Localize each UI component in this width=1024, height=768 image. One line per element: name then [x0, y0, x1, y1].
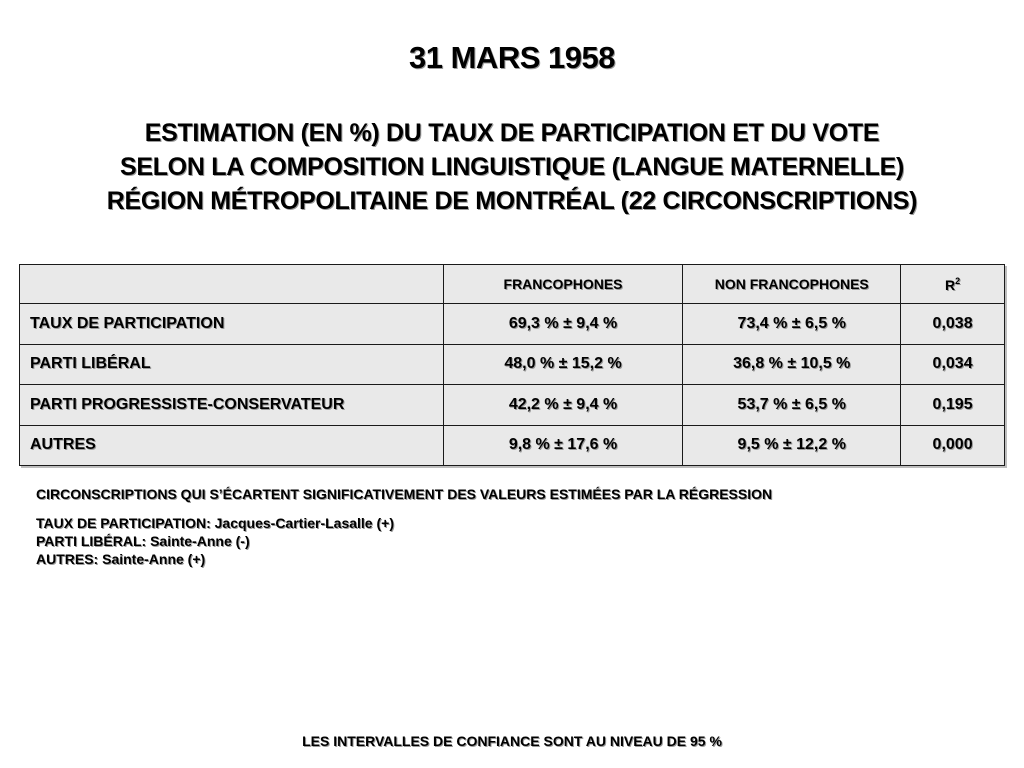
page-date: 31 MARS 1958 [409, 40, 615, 75]
notes-heading: CIRCONSCRIPTIONS QUI S’ÉCARTENT SIGNIFICATIVEMENT DES VALEURS ESTIMÉES PAR LA RÉGRESSION [36, 486, 773, 502]
title-line-3: RÉGION MÉTROPOLITAINE DE MONTRÉAL (22 CIRCONSCRIPTIONS) [106, 187, 918, 215]
cell-r2: 0,195 [901, 385, 1005, 425]
cell-r2: 0,038 [901, 304, 1005, 344]
header-non-francophones: NON FRANCOPHONES [683, 265, 901, 304]
row-label: TAUX DE PARTICIPATION [20, 304, 444, 344]
cell-francophones: 9,8 % ± 17,6 % [443, 425, 683, 465]
cell-non-francophones: 36,8 % ± 10,5 % [683, 344, 901, 384]
note-line: TAUX DE PARTICIPATION: Jacques-Cartier-Lasalle (+) [36, 515, 394, 531]
title-line-2: SELON LA COMPOSITION LINGUISTIQUE (LANGUE MATERNELLE) [119, 153, 905, 181]
cell-francophones: 69,3 % ± 9,4 % [443, 304, 683, 344]
cell-francophones: 42,2 % ± 9,4 % [443, 385, 683, 425]
row-label: AUTRES [20, 425, 444, 465]
cell-non-francophones: 73,4 % ± 6,5 % [683, 304, 901, 344]
header-francophones: FRANCOPHONES [443, 265, 683, 304]
note-line: PARTI LIBÉRAL: Sainte-Anne (-) [36, 533, 250, 549]
header-empty [20, 265, 444, 304]
header-r2-base: R [945, 276, 956, 293]
table-row [20, 385, 1005, 425]
notes-section [36, 486, 772, 568]
header-r2-exponent: 2 [955, 275, 961, 286]
row-label: PARTI PROGRESSISTE-CONSERVATEUR [20, 385, 444, 425]
table-row [20, 425, 1005, 465]
title-line-1: ESTIMATION (EN %) DU TAUX DE PARTICIPATION ET DU VOTE [144, 119, 880, 147]
table-header-row [20, 265, 1005, 304]
table-row [20, 304, 1005, 344]
note-line: AUTRES: Sainte-Anne (+) [36, 551, 206, 567]
header-r2 [901, 265, 1005, 304]
page-title [0, 116, 1024, 218]
cell-non-francophones: 53,7 % ± 6,5 % [683, 385, 901, 425]
footer-note: LES INTERVALLES DE CONFIANCE SONT AU NIVEAU DE 95 % [302, 733, 722, 749]
row-label: PARTI LIBÉRAL [20, 344, 444, 384]
table-row [20, 344, 1005, 384]
cell-r2: 0,000 [901, 425, 1005, 465]
cell-r2: 0,034 [901, 344, 1005, 384]
cell-francophones: 48,0 % ± 15,2 % [443, 344, 683, 384]
cell-non-francophones: 9,5 % ± 12,2 % [683, 425, 901, 465]
results-table [19, 264, 1005, 466]
